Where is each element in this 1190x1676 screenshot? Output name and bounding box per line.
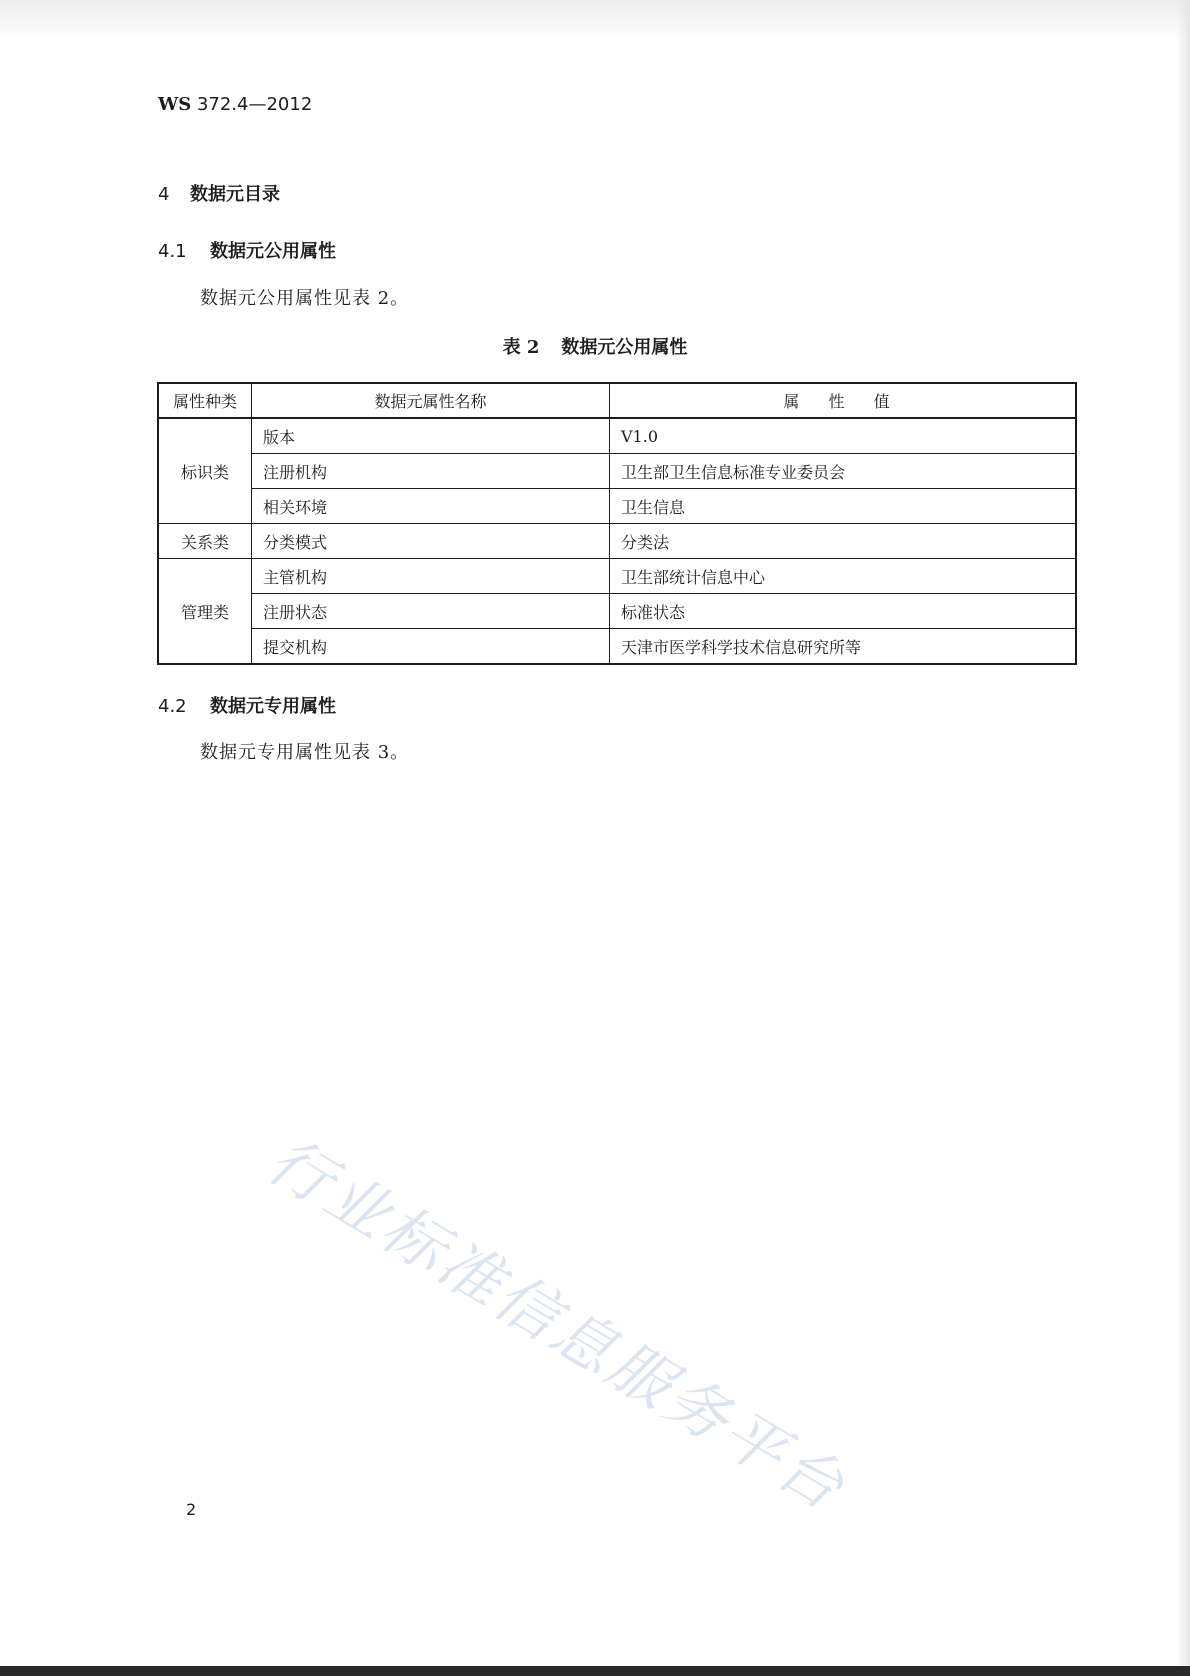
table-2-caption-number: 表 2 <box>502 337 540 358</box>
standard-code <box>158 94 312 115</box>
section-4-2-heading <box>158 692 336 718</box>
category-cell: 关系类 <box>158 524 252 559</box>
table-row <box>158 594 1076 629</box>
section-4-1-title: 数据元公用属性 <box>210 241 336 262</box>
watermark: 行业标准信息服务平台 <box>255 1123 860 1526</box>
attribute-value-cell: V1.0 <box>610 418 1077 454</box>
table-row <box>158 629 1076 665</box>
table-row <box>158 559 1076 594</box>
table-row <box>158 454 1076 489</box>
attribute-value-cell: 分类法 <box>610 524 1077 559</box>
table-row <box>158 418 1076 454</box>
header-attribute-name: 数据元属性名称 <box>252 383 610 418</box>
section-4-heading <box>158 180 280 206</box>
page-number: 2 <box>186 1500 197 1519</box>
attribute-value-cell: 标准状态 <box>610 594 1077 629</box>
common-attributes-table <box>157 382 1077 665</box>
attribute-name-cell: 相关环境 <box>252 489 610 524</box>
table-2-caption <box>0 333 1190 359</box>
attribute-name-cell: 注册状态 <box>252 594 610 629</box>
section-4-1-number: 4.1 <box>158 241 187 262</box>
category-cell: 管理类 <box>158 559 252 665</box>
attribute-value-cell: 卫生部统计信息中心 <box>610 559 1077 594</box>
section-4-2-paragraph: 数据元专用属性见表 3。 <box>200 742 410 763</box>
attribute-name-cell: 注册机构 <box>252 454 610 489</box>
header-attribute-value: 属 性 值 <box>610 383 1077 418</box>
attribute-value-cell: 卫生信息 <box>610 489 1077 524</box>
scan-shadow-top <box>0 0 1190 40</box>
section-4-2-title: 数据元专用属性 <box>210 696 336 717</box>
scan-shadow-right <box>1176 0 1190 1676</box>
attribute-name-cell: 版本 <box>252 418 610 454</box>
section-4-number: 4 <box>158 184 170 205</box>
attribute-value-cell: 天津市医学科学技术信息研究所等 <box>610 629 1077 665</box>
table-2-caption-title: 数据元公用属性 <box>561 337 688 358</box>
table-row <box>158 489 1076 524</box>
section-4-1-heading <box>158 237 336 263</box>
attribute-name-cell: 主管机构 <box>252 559 610 594</box>
scan-edge-bottom <box>0 1666 1190 1676</box>
standard-prefix: WS <box>158 94 192 115</box>
header-category: 属性种类 <box>158 383 252 418</box>
attribute-value-cell: 卫生部卫生信息标准专业委员会 <box>610 454 1077 489</box>
section-4-2-number: 4.2 <box>158 696 187 717</box>
section-4-title: 数据元目录 <box>190 184 280 205</box>
table-row <box>158 524 1076 559</box>
table-header-row <box>158 383 1076 418</box>
standard-number: 372.4—2012 <box>196 94 313 115</box>
attribute-name-cell: 提交机构 <box>252 629 610 665</box>
attribute-name-cell: 分类模式 <box>252 524 610 559</box>
section-4-1-paragraph: 数据元公用属性见表 2。 <box>200 288 410 309</box>
category-cell: 标识类 <box>158 418 252 524</box>
